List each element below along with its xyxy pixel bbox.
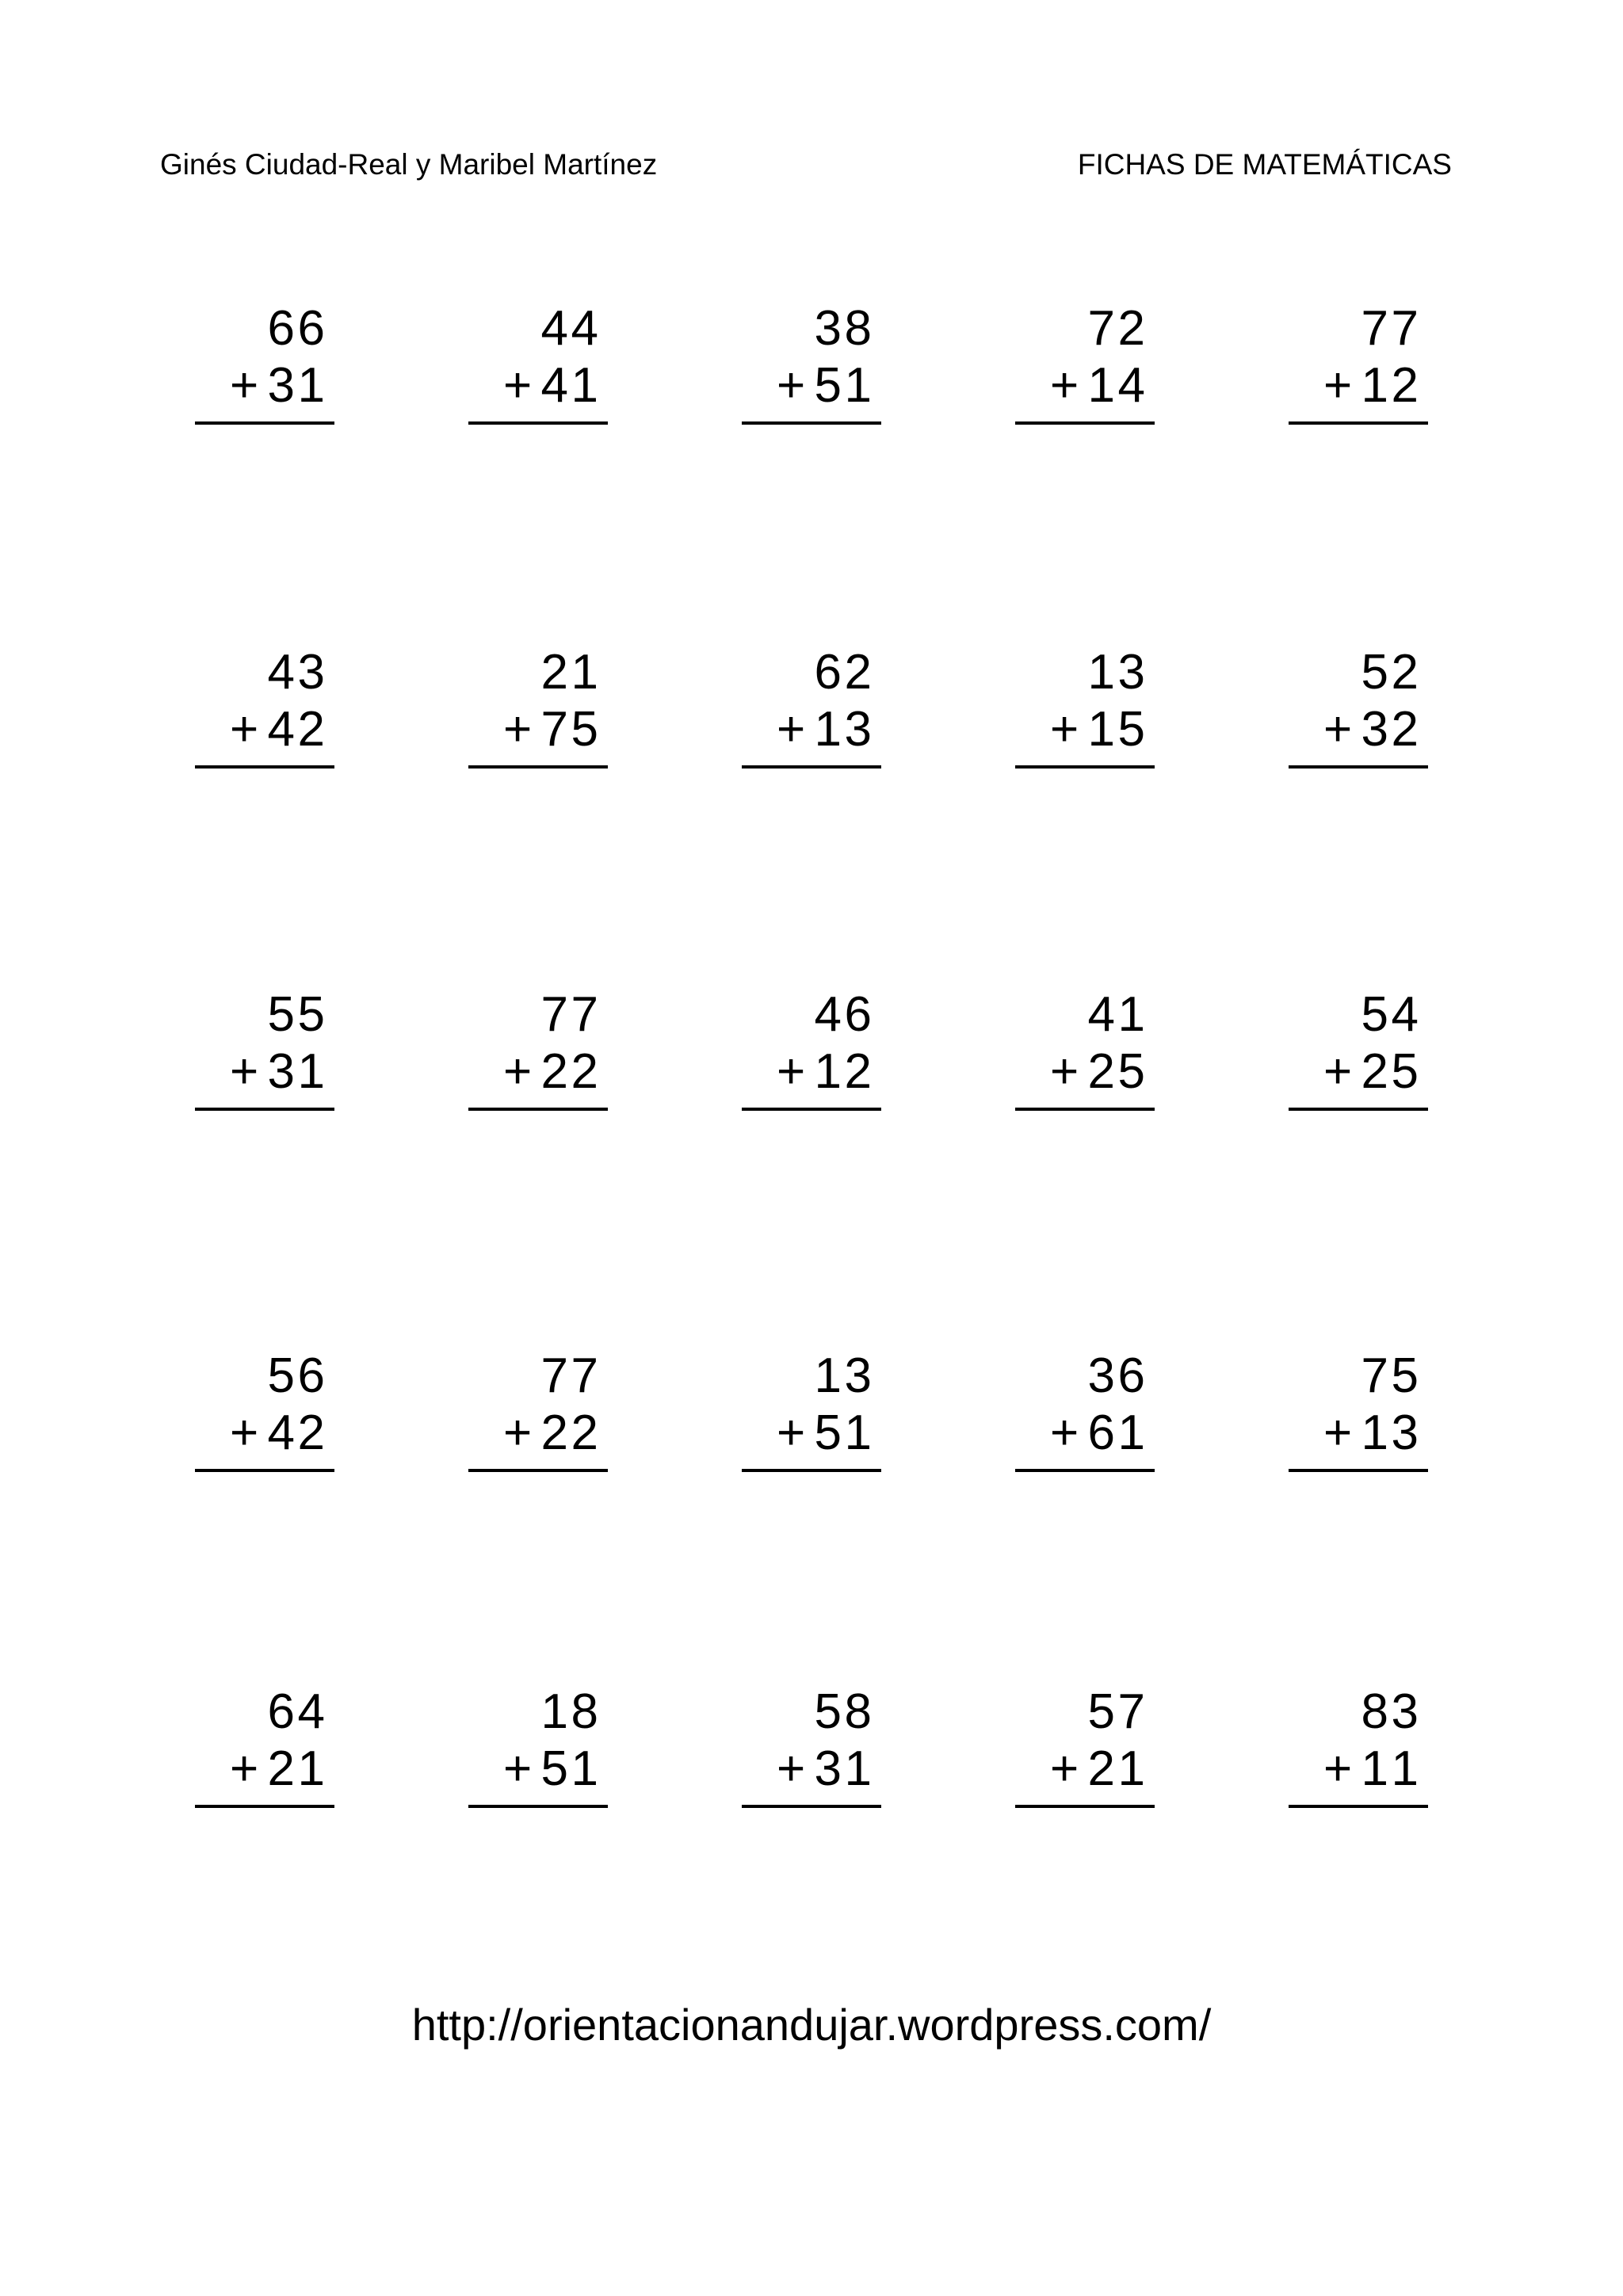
- bottom-digit: 1: [844, 1741, 872, 1796]
- top-digit: 2: [1391, 645, 1419, 700]
- top-digit: 5: [1361, 987, 1388, 1042]
- bottom-digit: 1: [571, 358, 598, 413]
- bottom-digit: 5: [571, 702, 598, 757]
- top-digit: 7: [1361, 1348, 1388, 1403]
- addition-problem: [468, 987, 608, 1122]
- sum-line: [468, 1469, 608, 1472]
- top-addend: [265, 645, 325, 700]
- top-digit: 4: [1087, 987, 1115, 1042]
- top-digit: 4: [297, 1684, 325, 1739]
- top-addend: [1085, 301, 1145, 357]
- plus-sign: +: [230, 1405, 259, 1460]
- addition-problem: [1289, 987, 1428, 1122]
- plus-sign: +: [503, 1044, 533, 1099]
- sum-line: [1289, 421, 1428, 425]
- plus-sign: +: [1323, 1405, 1353, 1460]
- bottom-addend: [503, 1044, 598, 1100]
- plus-sign: +: [1050, 1405, 1079, 1460]
- plus-sign: +: [1050, 702, 1079, 757]
- addition-problem: [742, 1684, 881, 1819]
- top-digit: 7: [1087, 301, 1115, 356]
- addition-problem: [742, 645, 881, 780]
- addition-problem: [1015, 301, 1155, 436]
- bottom-digit: 3: [814, 1741, 842, 1796]
- top-addend: [812, 1348, 872, 1404]
- addition-problem: [468, 1684, 608, 1819]
- bottom-digit: 2: [571, 1405, 598, 1460]
- bottom-digit: 2: [1361, 1044, 1388, 1099]
- top-addend: [538, 987, 598, 1043]
- top-digit: 7: [571, 987, 598, 1042]
- bottom-addend: [777, 358, 872, 414]
- plus-sign: +: [1323, 702, 1353, 757]
- top-addend: [1358, 1684, 1419, 1740]
- sum-line: [1015, 1108, 1155, 1111]
- top-digit: 8: [844, 301, 872, 356]
- top-addend: [1085, 987, 1145, 1043]
- top-addend: [538, 301, 598, 357]
- plus-sign: +: [503, 702, 533, 757]
- sum-line: [1015, 765, 1155, 769]
- addition-problem: [468, 301, 608, 436]
- addition-problem: [1015, 645, 1155, 780]
- addition-problem: [195, 645, 334, 780]
- bottom-digit: 1: [1361, 1741, 1388, 1796]
- bottom-digit: 1: [1117, 1405, 1145, 1460]
- bottom-digit: 1: [297, 358, 325, 413]
- top-digit: 7: [1361, 301, 1388, 356]
- bottom-addend: [777, 1044, 872, 1100]
- addition-problem: [742, 987, 881, 1122]
- top-digit: 5: [267, 1348, 295, 1403]
- addition-problem: [742, 1348, 881, 1483]
- top-addend: [1358, 1348, 1419, 1404]
- bottom-digit: 3: [1391, 1405, 1419, 1460]
- sum-line: [468, 1108, 608, 1111]
- footer-url: http://orientacionandujar.wordpress.com/: [411, 2000, 1212, 2050]
- bottom-digit: 3: [1361, 702, 1388, 757]
- bottom-digit: 4: [540, 358, 568, 413]
- bottom-digit: 2: [267, 1741, 295, 1796]
- bottom-digit: 7: [540, 702, 568, 757]
- addition-problem: [1289, 1348, 1428, 1483]
- top-digit: 1: [1117, 987, 1145, 1042]
- top-digit: 7: [1391, 301, 1419, 356]
- top-digit: 2: [1117, 301, 1145, 356]
- plus-sign: +: [1323, 358, 1353, 413]
- plus-sign: +: [230, 1741, 259, 1796]
- bottom-addend: [777, 1741, 872, 1797]
- top-addend: [1358, 645, 1419, 700]
- top-addend: [812, 987, 872, 1043]
- top-digit: 7: [540, 1348, 568, 1403]
- top-digit: 4: [814, 987, 842, 1042]
- bottom-digit: 1: [1087, 358, 1115, 413]
- top-digit: 4: [267, 645, 295, 700]
- bottom-addend: [1323, 358, 1419, 414]
- addition-problem: [1289, 1684, 1428, 1819]
- bottom-digit: 1: [844, 358, 872, 413]
- plus-sign: +: [777, 358, 806, 413]
- bottom-digit: 3: [267, 1044, 295, 1099]
- bottom-addend: [1323, 1044, 1419, 1100]
- top-addend: [1085, 645, 1145, 700]
- sum-line: [195, 1805, 334, 1808]
- bottom-digit: 1: [814, 702, 842, 757]
- bottom-addend: [1050, 1741, 1145, 1797]
- bottom-digit: 2: [1391, 702, 1419, 757]
- sum-line: [195, 765, 334, 769]
- plus-sign: +: [1050, 358, 1079, 413]
- sum-line: [1289, 765, 1428, 769]
- top-digit: 8: [844, 1684, 872, 1739]
- top-digit: 1: [814, 1348, 842, 1403]
- bottom-digit: 3: [267, 358, 295, 413]
- plus-sign: +: [1323, 1044, 1353, 1099]
- top-addend: [538, 1348, 598, 1404]
- bottom-addend: [1323, 702, 1419, 757]
- sum-line: [1015, 1805, 1155, 1808]
- top-digit: 4: [540, 301, 568, 356]
- bottom-addend: [230, 1044, 325, 1100]
- bottom-addend: [503, 1741, 598, 1797]
- bottom-digit: 5: [1117, 1044, 1145, 1099]
- bottom-digit: 2: [1087, 1741, 1115, 1796]
- top-addend: [538, 1684, 598, 1740]
- bottom-digit: 5: [814, 358, 842, 413]
- plus-sign: +: [230, 702, 259, 757]
- sum-line: [742, 421, 881, 425]
- top-digit: 7: [571, 1348, 598, 1403]
- sum-line: [468, 1805, 608, 1808]
- top-addend: [812, 301, 872, 357]
- bottom-digit: 2: [297, 702, 325, 757]
- bottom-digit: 2: [540, 1405, 568, 1460]
- plus-sign: +: [1050, 1044, 1079, 1099]
- plus-sign: +: [503, 1741, 533, 1796]
- top-digit: 7: [540, 987, 568, 1042]
- sum-line: [1289, 1469, 1428, 1472]
- addition-problem: [195, 987, 334, 1122]
- bottom-addend: [230, 1741, 325, 1797]
- bottom-addend: [1323, 1741, 1419, 1797]
- sum-line: [195, 1108, 334, 1111]
- bottom-addend: [230, 702, 325, 757]
- bottom-addend: [1050, 358, 1145, 414]
- top-digit: 3: [1087, 1348, 1115, 1403]
- plus-sign: +: [777, 1741, 806, 1796]
- bottom-addend: [1050, 1405, 1145, 1461]
- addition-problem: [195, 1684, 334, 1819]
- bottom-digit: 1: [1361, 358, 1388, 413]
- bottom-addend: [1323, 1405, 1419, 1461]
- top-digit: 5: [1087, 1684, 1115, 1739]
- top-addend: [265, 301, 325, 357]
- bottom-digit: 1: [1117, 1741, 1145, 1796]
- sum-line: [195, 421, 334, 425]
- bottom-digit: 2: [571, 1044, 598, 1099]
- sum-line: [468, 765, 608, 769]
- bottom-addend: [1050, 702, 1145, 757]
- plus-sign: +: [503, 358, 533, 413]
- top-digit: 5: [297, 987, 325, 1042]
- plus-sign: +: [1050, 1741, 1079, 1796]
- top-digit: 6: [297, 1348, 325, 1403]
- addition-problem: [742, 301, 881, 436]
- bottom-addend: [503, 1405, 598, 1461]
- addition-problem: [1015, 987, 1155, 1122]
- bottom-addend: [230, 358, 325, 414]
- top-digit: 6: [267, 301, 295, 356]
- addition-problem: [468, 645, 608, 780]
- addition-problem: [195, 1348, 334, 1483]
- top-digit: 3: [1117, 645, 1145, 700]
- bottom-digit: 4: [267, 702, 295, 757]
- plus-sign: +: [1323, 1741, 1353, 1796]
- top-digit: 5: [267, 987, 295, 1042]
- plus-sign: +: [230, 358, 259, 413]
- top-addend: [1358, 301, 1419, 357]
- top-digit: 1: [540, 1684, 568, 1739]
- plus-sign: +: [503, 1405, 533, 1460]
- bottom-digit: 1: [844, 1405, 872, 1460]
- bottom-digit: 5: [1391, 1044, 1419, 1099]
- plus-sign: +: [777, 702, 806, 757]
- top-digit: 1: [571, 645, 598, 700]
- top-addend: [1085, 1348, 1145, 1404]
- bottom-digit: 2: [297, 1405, 325, 1460]
- sum-line: [742, 765, 881, 769]
- bottom-digit: 3: [844, 702, 872, 757]
- bottom-digit: 1: [1361, 1405, 1388, 1460]
- addition-problem: [1289, 301, 1428, 436]
- top-digit: 6: [814, 645, 842, 700]
- addition-problem: [468, 1348, 608, 1483]
- bottom-addend: [503, 702, 598, 757]
- plus-sign: +: [777, 1044, 806, 1099]
- top-digit: 6: [1117, 1348, 1145, 1403]
- top-digit: 1: [1087, 645, 1115, 700]
- addition-problem: [1289, 645, 1428, 780]
- addition-problem: [195, 301, 334, 436]
- plus-sign: +: [230, 1044, 259, 1099]
- bottom-digit: 2: [540, 1044, 568, 1099]
- bottom-digit: 2: [1391, 358, 1419, 413]
- sum-line: [1015, 1469, 1155, 1472]
- sum-line: [1289, 1108, 1428, 1111]
- sum-line: [195, 1469, 334, 1472]
- bottom-addend: [777, 1405, 872, 1461]
- top-digit: 8: [1361, 1684, 1388, 1739]
- top-digit: 3: [844, 1348, 872, 1403]
- top-addend: [538, 645, 598, 700]
- top-digit: 6: [297, 301, 325, 356]
- top-digit: 7: [1117, 1684, 1145, 1739]
- top-digit: 3: [814, 301, 842, 356]
- bottom-addend: [1050, 1044, 1145, 1100]
- bottom-digit: 5: [814, 1405, 842, 1460]
- bottom-digit: 1: [297, 1741, 325, 1796]
- bottom-digit: 6: [1087, 1405, 1115, 1460]
- top-digit: 4: [1391, 987, 1419, 1042]
- top-digit: 3: [297, 645, 325, 700]
- bottom-digit: 5: [1117, 702, 1145, 757]
- bottom-digit: 1: [1087, 702, 1115, 757]
- top-digit: 3: [1391, 1684, 1419, 1739]
- sum-line: [742, 1805, 881, 1808]
- bottom-digit: 1: [1391, 1741, 1419, 1796]
- top-addend: [265, 1348, 325, 1404]
- top-addend: [265, 987, 325, 1043]
- sum-line: [468, 421, 608, 425]
- bottom-addend: [230, 1405, 325, 1461]
- top-digit: 6: [267, 1684, 295, 1739]
- header-authors: Ginés Ciudad-Real y Maribel Martínez: [160, 148, 658, 181]
- bottom-digit: 2: [1087, 1044, 1115, 1099]
- top-digit: 6: [844, 987, 872, 1042]
- bottom-addend: [503, 358, 598, 414]
- top-addend: [1358, 987, 1419, 1043]
- top-digit: 5: [1391, 1348, 1419, 1403]
- top-addend: [812, 1684, 872, 1740]
- top-digit: 2: [540, 645, 568, 700]
- sum-line: [742, 1108, 881, 1111]
- bottom-digit: 1: [571, 1741, 598, 1796]
- bottom-digit: 5: [540, 1741, 568, 1796]
- top-addend: [265, 1684, 325, 1740]
- bottom-digit: 4: [1117, 358, 1145, 413]
- addition-problem: [1015, 1684, 1155, 1819]
- sum-line: [1289, 1805, 1428, 1808]
- top-addend: [812, 645, 872, 700]
- header-title: FICHAS DE MATEMÁTICAS: [1077, 148, 1452, 181]
- plus-sign: +: [777, 1405, 806, 1460]
- top-digit: 5: [814, 1684, 842, 1739]
- top-digit: 4: [571, 301, 598, 356]
- bottom-addend: [777, 702, 872, 757]
- addition-problem: [1015, 1348, 1155, 1483]
- bottom-digit: 1: [297, 1044, 325, 1099]
- top-addend: [1085, 1684, 1145, 1740]
- top-digit: 8: [571, 1684, 598, 1739]
- sum-line: [1015, 421, 1155, 425]
- bottom-digit: 4: [267, 1405, 295, 1460]
- sum-line: [742, 1469, 881, 1472]
- top-digit: 5: [1361, 645, 1388, 700]
- top-digit: 2: [844, 645, 872, 700]
- bottom-digit: 2: [844, 1044, 872, 1099]
- bottom-digit: 1: [814, 1044, 842, 1099]
